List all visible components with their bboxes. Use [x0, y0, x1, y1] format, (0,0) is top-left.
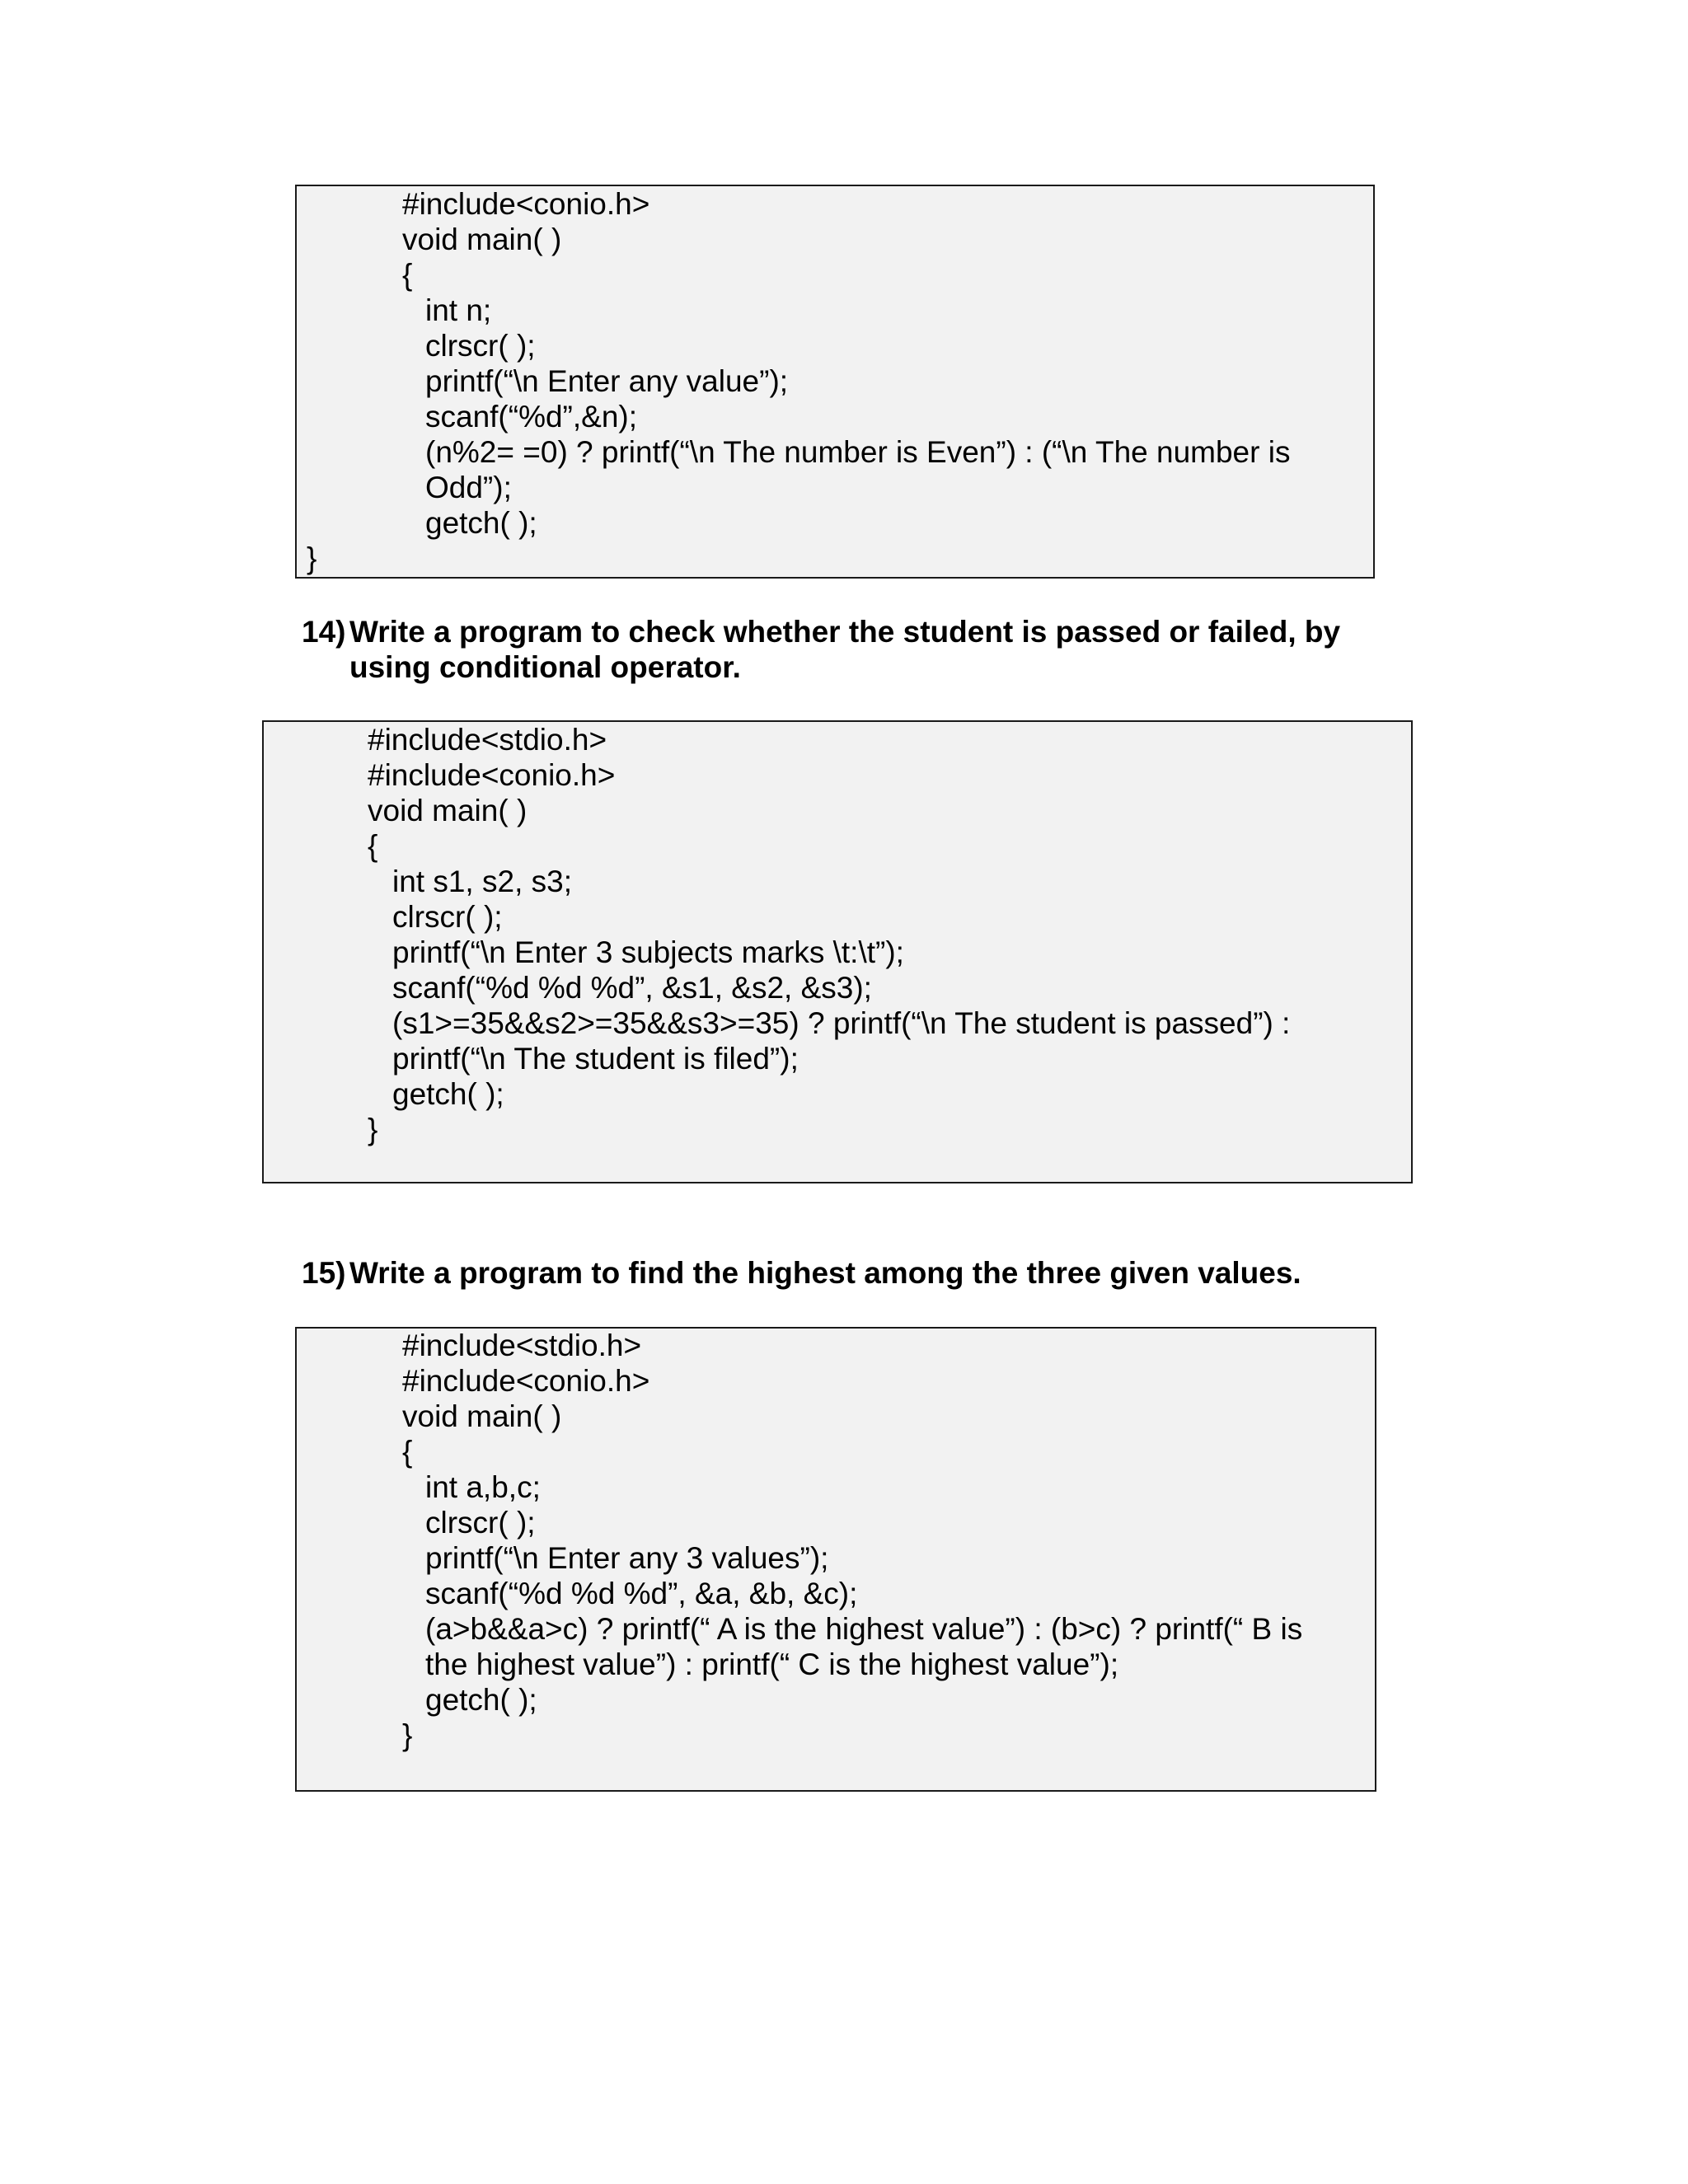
code-line: #include<stdio.h> — [368, 723, 607, 757]
code-line: (n%2= =0) ? printf(“\n The number is Even”) : (“\n The number is — [425, 435, 1291, 469]
code-line: printf(“\n Enter any 3 values”); — [425, 1541, 829, 1575]
question-number: 14) — [302, 615, 346, 649]
question-text: Write a program to find the highest among the three given values. — [349, 1256, 1301, 1290]
question-text: using conditional operator. — [349, 650, 741, 684]
code-line: scanf(“%d”,&n); — [425, 400, 638, 434]
code-line: scanf(“%d %d %d”, &a, &b, &c); — [425, 1577, 858, 1610]
code-line: } — [368, 1113, 378, 1146]
code-line: (s1>=35&&s2>=35&&s3>=35) ? printf(“\n The student is passed”) : — [392, 1006, 1291, 1040]
code-line: } — [402, 1718, 413, 1752]
code-line: Odd”); — [425, 471, 512, 504]
code-line: int s1, s2, s3; — [392, 865, 572, 898]
code-line: { — [402, 258, 413, 292]
code-line: clrscr( ); — [392, 900, 503, 934]
code-line: printf(“\n Enter 3 subjects marks \t:\t”); — [392, 935, 904, 969]
code-line: #include<conio.h> — [402, 1364, 650, 1398]
code-line: printf(“\n Enter any value”); — [425, 364, 789, 398]
code-line: void main( ) — [368, 794, 528, 827]
code-line: { — [402, 1435, 413, 1469]
code-line: clrscr( ); — [425, 1506, 536, 1540]
code-line: getch( ); — [425, 506, 537, 540]
code-line: #include<conio.h> — [402, 187, 650, 221]
code-line: int n; — [425, 293, 492, 327]
code-line: } — [307, 541, 317, 575]
code-line: clrscr( ); — [425, 329, 536, 363]
code-line: { — [368, 829, 378, 863]
question-text: Write a program to check whether the student is passed or failed, by — [349, 615, 1341, 649]
question-number: 15) — [302, 1256, 346, 1290]
code-line: the highest value”) : printf(“ C is the highest value”); — [425, 1647, 1119, 1681]
code-line: scanf(“%d %d %d”, &s1, &s2, &s3); — [392, 971, 872, 1005]
code-line: getch( ); — [425, 1683, 537, 1717]
code-line: getch( ); — [392, 1077, 504, 1111]
code-line: void main( ) — [402, 223, 562, 256]
code-line: void main( ) — [402, 1399, 562, 1433]
code-line: #include<stdio.h> — [402, 1329, 642, 1362]
code-line: (a>b&&a>c) ? printf(“ A is the highest value”) : (b>c) ? printf(“ B is — [425, 1612, 1303, 1646]
code-line: int a,b,c; — [425, 1470, 541, 1504]
code-line: printf(“\n The student is filed”); — [392, 1042, 799, 1076]
code-line: #include<conio.h> — [368, 758, 616, 792]
